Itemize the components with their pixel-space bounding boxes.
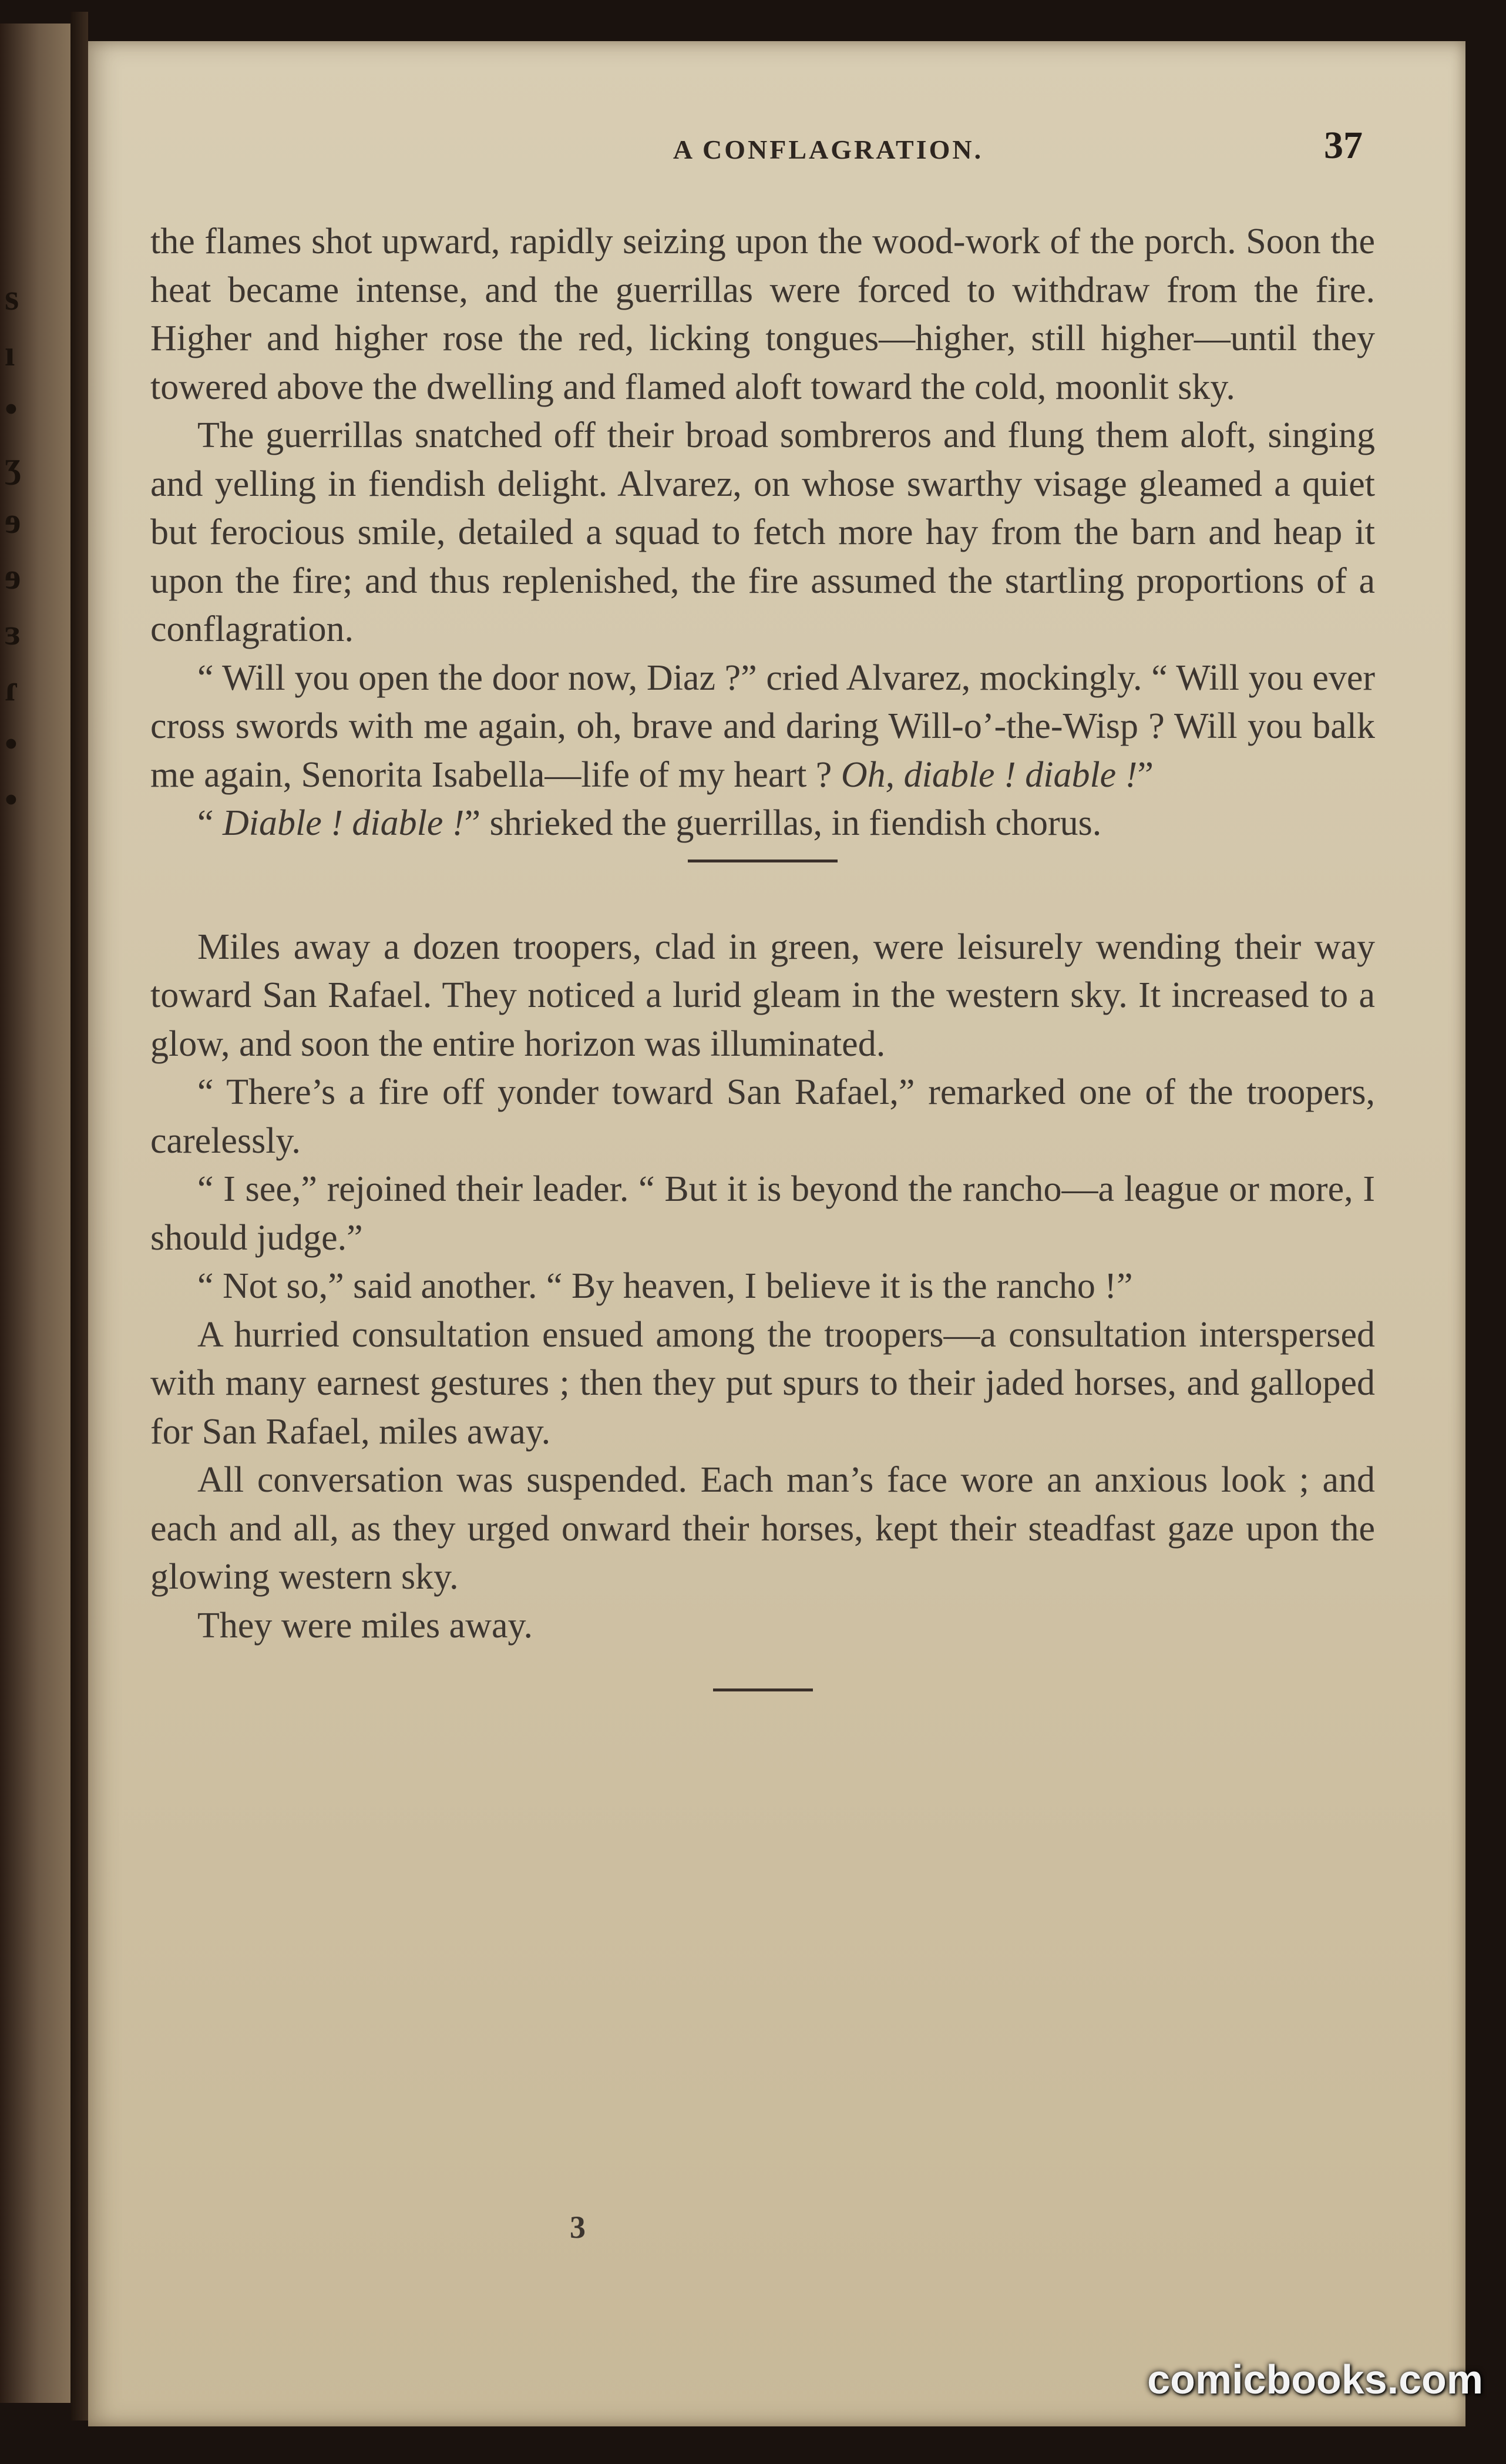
paragraph-text: ” shrieked the guerrillas, in fiendish chorus. [464,803,1102,843]
paragraph: All conversation was suspended. Each man’s face wore an anxious look ; and each and all, as they urged onward their horses, kept their steadfast gaze upon the glowing western sky. [150,1460,1375,1597]
margin-mark: ɜ [5,613,21,653]
paragraph: “ There’s a fire off yonder toward San Rafael,” remarked one of the troopers, carelessly. [150,1072,1375,1161]
previous-page-edge [0,24,70,2403]
closing-quote: ” [1137,754,1154,795]
margin-mark: s [5,278,19,318]
paragraph: the flames shot upward, rapidly seizing upon the wood-work of the porch. Soon the heat became intense, and the guerrillas were forced to withdraw from the fire. Higher and higher rose the red, licking tongues—higher, still higher—until they towered above the dwelling and flamed aloft toward the cold, moonlit sky. [150,221,1375,407]
book-gutter [70,12,88,2421]
margin-mark: ɘ [5,501,21,541]
margin-mark: • [5,724,18,764]
paragraph: A hurried consultation ensued among the troopers—a consultation interspersed with many earnest gestures ; then they put spurs to their jaded horses, and galloped for San Rafael, miles away. [150,1314,1375,1452]
paragraph: “ Not so,” said another. “ By heaven, I believe it is the rancho !” [197,1266,1133,1306]
page-number: 37 [1324,124,1363,167]
body-text [150,217,1375,1691]
paragraph: “ I see,” rejoined their leader. “ But it is beyond the rancho—a league or more, I should judge.” [150,1169,1375,1258]
signature-mark: 3 [570,2210,586,2245]
opening-quote: “ [197,803,214,843]
margin-mark: • [5,390,18,429]
paragraph: The guerrillas snatched off their broad sombreros and flung them aloft, singing and yelling in fiendish delight. Alvarez, on whose swarthy visage gleamed a quiet but ferocious smile, detailed a squad to fetch more hay from the barn and heap it upon the fire; and thus replenished, the fire assumed the startling proportions of a conflagration. [150,415,1375,649]
margin-mark: ɾ [5,669,19,709]
site-watermark: comicbooks.com [1147,2356,1483,2402]
paragraph [150,799,1375,848]
paragraph-text: “ Will you open the door now, Diaz ?” cried Alvarez, mockingly. “ Will you ever cross swords with me again, oh, brave and daring Will-o’-the-Wisp ? Will you balk me again, Senorita Isabella—life of my heart ? [150,657,1375,795]
paragraph [150,654,1375,800]
book-page [88,41,1465,2426]
paragraph: They were miles away. [197,1605,533,1646]
running-title: A CONFLAGRATION. [673,135,984,165]
previous-page-marks [5,270,28,828]
margin-mark: ɘ [5,557,21,597]
italic-exclamation: Oh, diable ! diable ! [841,754,1138,795]
margin-mark: • [5,780,18,820]
margin-mark: ʒ [5,445,22,485]
scene-break-rule [688,860,838,862]
italic-exclamation: Diable ! diable ! [223,803,465,843]
margin-mark: ı [5,334,15,374]
chapter-end-rule [713,1688,813,1691]
paragraph: Miles away a dozen troopers, clad in green, were leisurely wending their way toward San Rafael. They noticed a lurid gleam in the western sky. It increased to a glow, and soon the entire horizon was illuminated. [150,926,1375,1064]
